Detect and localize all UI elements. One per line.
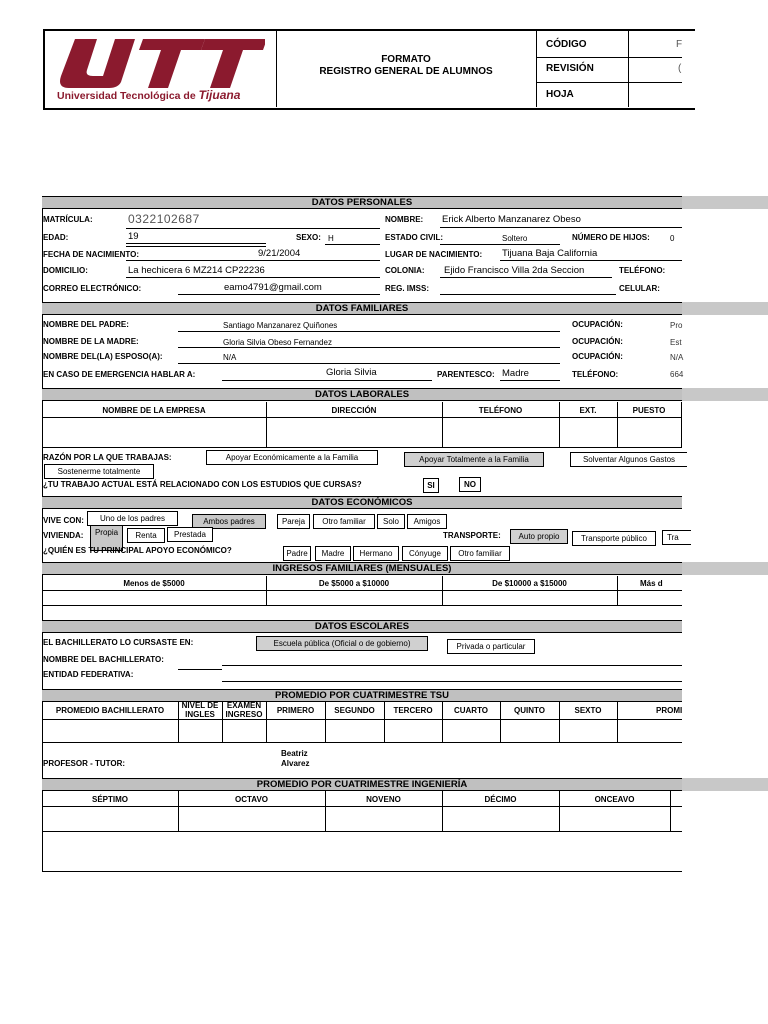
matricula-label: MATRÍCULA: <box>43 215 93 224</box>
padre-label: NOMBRE DEL PADRE: <box>43 320 129 329</box>
estado-civil-label: ESTADO CIVIL: <box>385 233 444 242</box>
ingresos-col-menos-5000: Menos de $5000 <box>123 579 185 588</box>
nombre-bachillerato-label: NOMBRE DEL BACHILLERATO: <box>43 655 164 664</box>
sexo-label: SEXO: <box>296 233 321 242</box>
section-bar-extension <box>682 388 768 401</box>
estado-civil-value[interactable]: Soltero <box>502 234 528 243</box>
fecha-label: FECHA DE NACIMIENTO: <box>43 250 139 259</box>
colonia-underline <box>440 277 612 278</box>
col-puesto: PUESTO <box>632 406 666 415</box>
esposo-label: NOMBRE DEL(LA) ESPOSO(A): <box>43 352 163 361</box>
edad-value[interactable]: 19 <box>128 231 139 242</box>
tsu-col-quinto: QUINTO <box>514 706 545 715</box>
ing-col-decimo: DÉCIMO <box>484 795 517 804</box>
vive-option-ambos-padres[interactable]: Ambos padres <box>192 514 266 529</box>
vive-label: VIVE CON: <box>43 516 84 525</box>
form-title <box>276 54 536 78</box>
ingresos-line <box>42 590 682 591</box>
apoyo-option-padre[interactable]: Padre <box>283 546 311 561</box>
domicilio-label: DOMICILIO: <box>43 266 88 275</box>
padre-underline <box>178 331 560 332</box>
col-ext: EXT. <box>579 406 597 415</box>
tsu-bottom-line <box>42 742 682 743</box>
bachillerato-option-publica[interactable]: Escuela pública (Oficial o de gobierno) <box>256 636 428 651</box>
nombre-bachillerato-underline <box>222 665 682 666</box>
vive-option-pareja[interactable]: Pareja <box>277 514 310 529</box>
revision-label: REVISIÓN <box>546 63 594 74</box>
section-datos-escolares: DATOS ESCOLARES <box>42 620 682 633</box>
laborales-col-divider <box>681 402 682 448</box>
laborales-header-line <box>42 417 682 418</box>
header-divider <box>536 57 682 58</box>
form-title-line1: FORMATO <box>381 54 431 65</box>
section-promedio-ingenieria: PROMEDIO POR CUATRIMESTRE INGENIERÍA <box>42 778 682 791</box>
madre-label: NOMBRE DE LA MADRE: <box>43 337 139 346</box>
vive-option-amigos[interactable]: Amigos <box>407 514 447 529</box>
correo-label: CORREO ELECTRÓNICO: <box>43 284 142 293</box>
razon-option-sostenerme[interactable]: Sostenerme totalmente <box>44 464 154 479</box>
apoyo-option-otro-familiar[interactable]: Otro familiar <box>450 546 510 561</box>
colonia-label: COLONIA: <box>385 266 425 275</box>
madre-ocupacion-label: OCUPACIÓN: <box>572 337 623 346</box>
lugar-underline <box>500 260 682 261</box>
madre-underline <box>178 347 560 348</box>
bachillerato-label: EL BACHILLERATO LO CURSASTE EN: <box>43 638 194 647</box>
emergencia-telefono-value[interactable]: 664 <box>670 370 684 379</box>
ing-col-onceavo: ONCEAVO <box>594 795 635 804</box>
vive-option-solo[interactable]: Solo <box>377 514 405 529</box>
section-bar-extension <box>682 778 768 791</box>
hijos-label: NÚMERO DE HIJOS: <box>572 233 650 242</box>
parentesco-value[interactable]: Madre <box>502 368 529 379</box>
col-telefono: TELÉFONO <box>478 406 523 415</box>
laborales-bottom-line <box>42 447 682 448</box>
madre-ocupacion-value[interactable]: Est <box>670 338 682 347</box>
col-direccion: DIRECCIÓN <box>331 406 377 415</box>
section-promedio-tsu: PROMEDIO POR CUATRIMESTRE TSU <box>42 689 682 702</box>
utt-logo <box>55 36 265 104</box>
tsu-col-tercero: TERCERO <box>393 706 433 715</box>
form-bottom-border <box>42 871 682 872</box>
ing-col-septimo: SÉPTIMO <box>91 795 128 804</box>
telefono-label: TELÉFONO: <box>619 266 666 275</box>
madre-value[interactable]: Gloria Silvia Obeso Fernandez <box>223 338 332 347</box>
razon-option-gastos[interactable]: Solventar Algunos Gastos <box>570 452 687 467</box>
apoyo-option-conyuge[interactable]: Cónyuge <box>402 546 448 561</box>
imss-label: REG. IMSS: <box>385 284 430 293</box>
correo-underline <box>178 294 380 295</box>
ingresos-line <box>42 605 682 606</box>
nombre-label: NOMBRE: <box>385 215 424 224</box>
transporte-option-auto[interactable]: Auto propio <box>510 529 568 544</box>
domicilio-value[interactable]: La hechicera 6 MZ214 CP22236 <box>128 265 265 276</box>
razon-label: RAZÓN POR LA QUE TRABAJAS: <box>43 453 172 462</box>
nombre-bachillerato-underline <box>178 669 222 670</box>
tutor-name-line2: Alvarez <box>281 759 310 768</box>
tsu-col-promedio: PROMI <box>656 706 682 715</box>
tutor-value[interactable] <box>281 749 309 769</box>
section-ingresos-familiares: INGRESOS FAMILIARES (MENSUALES) <box>42 562 682 575</box>
tsu-col-bachillerato: PROMEDIO BACHILLERATO <box>55 706 165 715</box>
entidad-label: ENTIDAD FEDERATIVA: <box>43 670 134 679</box>
ing-col-divider <box>670 791 671 832</box>
ingresos-col-divider <box>617 576 618 606</box>
nombre-value[interactable]: Erick Alberto Manzanarez Obeso <box>442 214 581 225</box>
tsu-header-line <box>42 719 682 720</box>
relacion-si-option[interactable]: SI <box>423 478 439 493</box>
section-bar-extension <box>682 562 768 575</box>
logo-subtitle-text: Universidad Tecnológica de <box>57 90 196 102</box>
esposo-ocupacion-value[interactable]: N/A <box>670 353 684 362</box>
ingresos-col-mas: Más d <box>640 579 663 588</box>
colonia-value[interactable]: Ejido Francisco Villa 2da Seccion <box>444 265 585 276</box>
logo-subtitle <box>57 88 240 102</box>
tsu-col-sexto: SEXTO <box>574 706 602 715</box>
tutor-label: PROFESOR - TUTOR: <box>43 759 126 768</box>
section-bar-extension <box>682 196 768 209</box>
razon-option-totalmente[interactable]: Apoyar Totalmente a la Familia <box>404 452 544 467</box>
sexo-underline <box>325 244 380 245</box>
nombre-underline <box>440 227 682 228</box>
ingresos-col-10000-15000: De $10000 a $15000 <box>492 579 567 588</box>
codigo-value: F <box>676 39 683 50</box>
bachillerato-option-privada[interactable]: Privada o particular <box>447 639 535 654</box>
emergencia-value[interactable]: Gloria Silvia <box>326 367 377 378</box>
apoyo-label: ¿QUIÉN ES TU PRINCIPAL APOYO ECONÓMICO? <box>43 546 232 555</box>
section-bar-extension <box>682 302 768 315</box>
section-datos-economicos: DATOS ECONÓMICOS <box>42 496 682 509</box>
emergencia-telefono-label: TELÉFONO: <box>572 370 619 379</box>
tsu-col-divider <box>617 702 618 743</box>
fecha-value[interactable]: 9/21/2004 <box>258 248 301 259</box>
esposo-ocupacion-label: OCUPACIÓN: <box>572 352 623 361</box>
tsu-col-examen: EXAMEN INGRESO <box>225 701 263 719</box>
vivienda-option-prestada[interactable]: Prestada <box>167 527 213 542</box>
transporte-label: TRANSPORTE: <box>443 531 501 540</box>
edad-underline <box>126 243 266 244</box>
parentesco-underline <box>500 380 560 381</box>
form-title-line2: REGISTRO GENERAL DE ALUMNOS <box>319 66 493 77</box>
hijos-value[interactable]: 0 <box>670 234 675 243</box>
vivienda-option-propia[interactable]: Propia <box>90 525 123 551</box>
ingresos-col-5000-10000: De $5000 a $10000 <box>318 579 390 588</box>
codigo-label: CÓDIGO <box>546 39 587 50</box>
apoyo-option-madre[interactable]: Madre <box>315 546 351 561</box>
logo-subtitle-bold: Tijuana <box>198 88 241 102</box>
tutor-name-line1: Beatriz <box>281 749 308 758</box>
imss-underline <box>440 294 616 295</box>
estado-civil-underline <box>440 244 560 245</box>
ing-header-line <box>42 806 682 807</box>
relacion-label: ¿TU TRABAJO ACTUAL ESTÁ RELACIONADO CON LOS ESTUDIOS QUE CURSAS? <box>43 480 362 489</box>
matricula-value[interactable]: 0322102687 <box>128 212 200 226</box>
header-divider <box>628 30 629 107</box>
transporte-option-tra[interactable]: Tra <box>662 530 691 545</box>
ing-col-octavo: OCTAVO <box>234 795 269 804</box>
revision-value: ( <box>678 63 682 74</box>
razon-option-economicamente[interactable]: Apoyar Económicamente a la Familia <box>206 450 378 465</box>
edad-label: EDAD: <box>43 233 69 242</box>
esposo-value[interactable]: N/A <box>223 353 237 362</box>
header-divider <box>536 82 682 83</box>
vive-option-uno-padres[interactable]: Uno de los padres <box>87 511 178 526</box>
ing-bottom-line <box>42 831 682 832</box>
lugar-value[interactable]: Tijuana Baja California <box>502 248 598 259</box>
lugar-label: LUGAR DE NACIMIENTO: <box>385 250 483 259</box>
tsu-col-nivel-ingles: NIVEL DE INGLES <box>181 701 219 719</box>
sexo-value[interactable]: H <box>328 234 334 243</box>
vive-option-otro-familiar[interactable]: Otro familiar <box>313 514 375 529</box>
apoyo-option-hermano[interactable]: Hermano <box>353 546 399 561</box>
transporte-option-publico[interactable]: Transporte público <box>572 531 656 546</box>
tsu-col-segundo: SEGUNDO <box>334 706 375 715</box>
vivienda-option-renta[interactable]: Renta <box>127 528 165 543</box>
celular-label: CELULAR: <box>619 284 660 293</box>
padre-ocupacion-label: OCUPACIÓN: <box>572 320 623 329</box>
section-datos-personales: DATOS PERSONALES <box>42 196 682 209</box>
header-divider <box>536 30 537 107</box>
tsu-col-primero: PRIMERO <box>276 706 315 715</box>
padre-value[interactable]: Santiago Manzanarez Quiñones <box>223 321 338 330</box>
emergencia-underline <box>222 380 432 381</box>
padre-ocupacion-value[interactable]: Pro <box>670 321 683 330</box>
emergencia-label: EN CASO DE EMERGENCIA HABLAR A: <box>43 370 196 379</box>
fecha-underline <box>126 260 380 261</box>
relacion-no-option[interactable]: NO <box>459 477 481 492</box>
fecha-upper-line <box>126 246 266 247</box>
parentesco-label: PARENTESCO: <box>437 370 495 379</box>
ing-col-noveno: NOVENO <box>366 795 401 804</box>
section-datos-laborales: DATOS LABORALES <box>42 388 682 401</box>
matricula-underline <box>126 228 380 229</box>
col-empresa: NOMBRE DE LA EMPRESA <box>102 406 206 415</box>
domicilio-underline <box>126 277 380 278</box>
utt-logo-mark <box>55 36 265 88</box>
entidad-underline <box>222 681 682 682</box>
esposo-underline <box>178 363 560 364</box>
section-datos-familiares: DATOS FAMILIARES <box>42 302 682 315</box>
vivienda-label: VIVIENDA: <box>43 531 84 540</box>
correo-value[interactable]: eamo4791@gmail.com <box>224 282 322 293</box>
hoja-label: HOJA <box>546 89 574 100</box>
tsu-col-cuarto: CUARTO <box>453 706 489 715</box>
